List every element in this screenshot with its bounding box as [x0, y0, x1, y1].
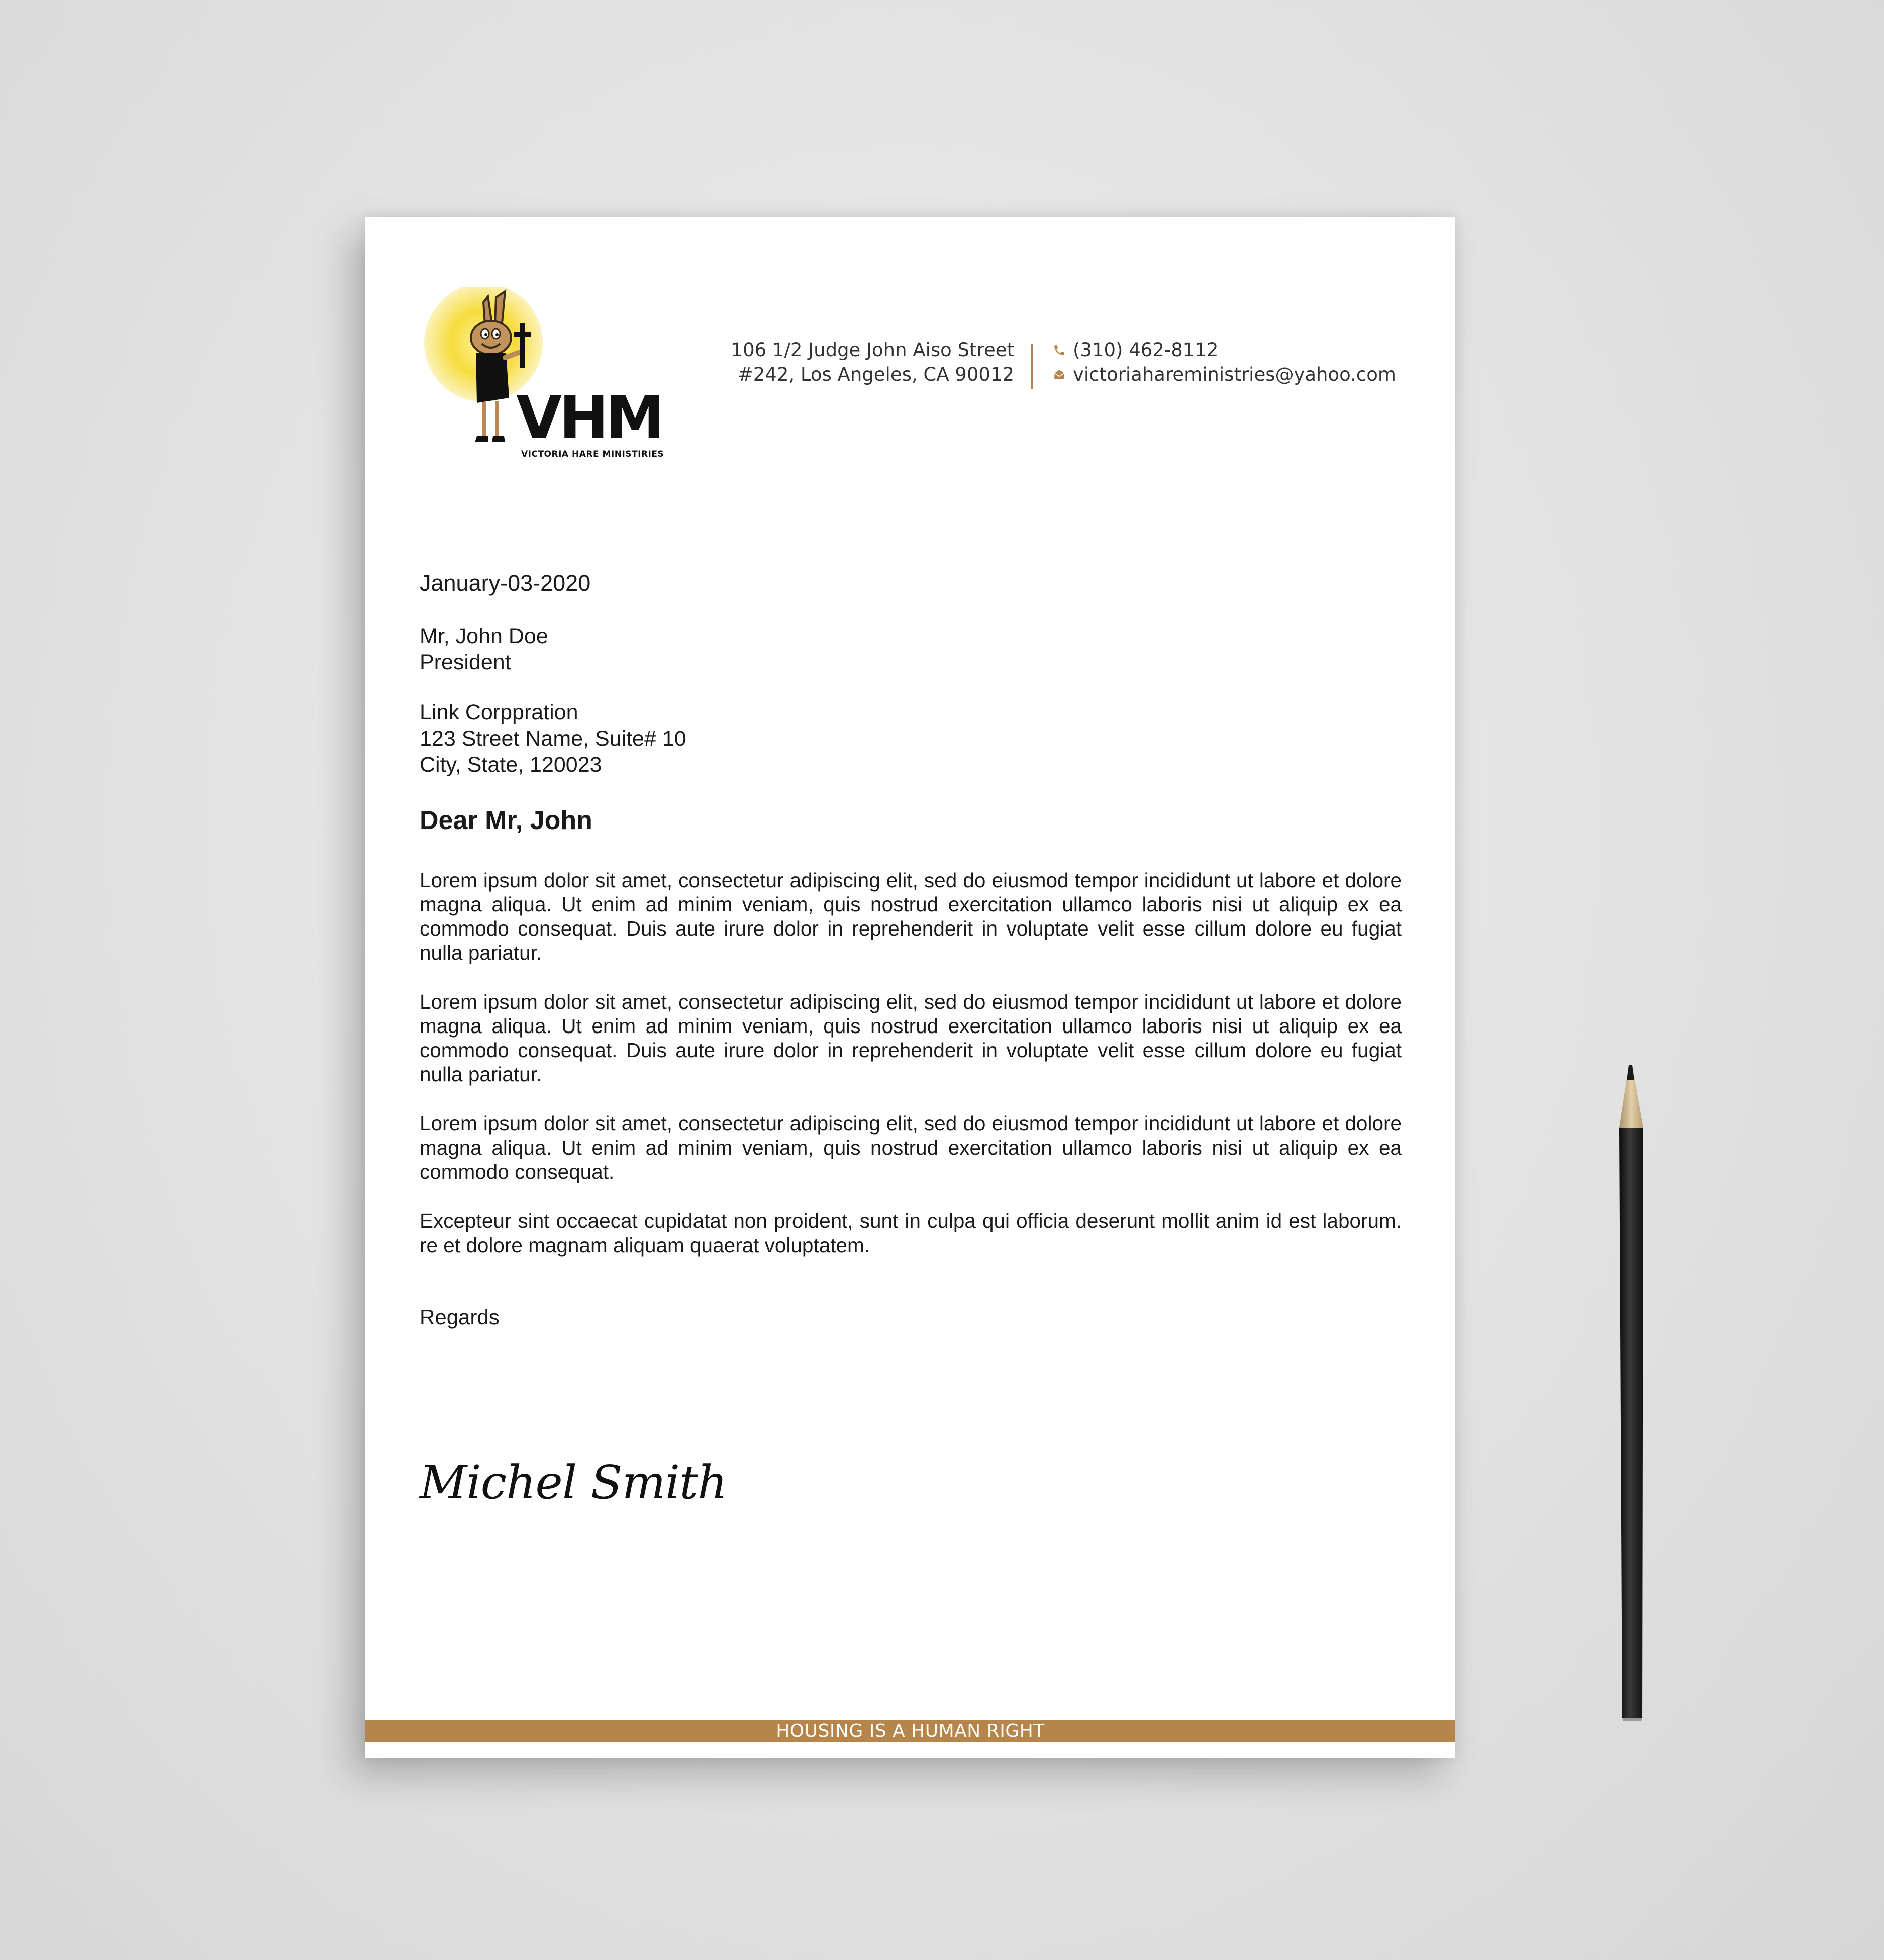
email-address: victoriahareministries@yahoo.com — [1073, 364, 1396, 385]
body-paragraph: Lorem ipsum dolor sit amet, consectetur adipiscing elit, sed do eiusmod tempor incididunt ut labore et dolore magna aliqua. Ut enim ad minim veniam, quis nostrud exercitation ullamco laboris nisi ut aliquip ex ea commodo consequat. Duis aute irure dolor in reprehenderit in voluptate velit esse cillum dolore eu fugiat nulla pariatur. — [420, 990, 1402, 1086]
email-icon — [1053, 368, 1066, 381]
body-paragraph: Lorem ipsum dolor sit amet, consectetur adipiscing elit, sed do eiusmod tempor incididunt ut labore et dolore magna aliqua. Ut enim ad minim veniam, quis nostrud exercitation ullamco laboris nisi ut aliquip ex ea commodo consequat. Duis aute irure dolor in reprehenderit in voluptate velit esse cillum dolore eu fugiat nulla pariatur. — [420, 869, 1402, 964]
footer-tagline: HOUSING IS A HUMAN RIGHT — [776, 1721, 1045, 1741]
company-street: 123 Street Name, Suite# 10 — [420, 727, 686, 751]
letterhead-page — [365, 217, 1455, 1758]
address-line-1: 106 1/2 Judge John Aiso Street — [731, 339, 1014, 361]
recipient-block — [420, 623, 1402, 675]
body-paragraph: Excepteur sint occaecat cupidatat non proident, sunt in culpa qui officia deserunt mollit anim id est laborum. re et dolore magnam aliquam quaerat voluptatem. — [420, 1209, 1402, 1257]
body-paragraph: Lorem ipsum dolor sit amet, consectetur adipiscing elit, sed do eiusmod tempor incididunt ut labore et dolore magna aliqua. Ut enim ad minim veniam, quis nostrud exercitation ullamco laboris nisi ut aliquip ex ea commodo consequat. — [420, 1112, 1402, 1183]
footer-band — [365, 1720, 1455, 1742]
email-line — [1053, 362, 1396, 387]
letter-body — [420, 868, 1402, 1282]
recipient-title: President — [420, 650, 511, 674]
recipient-name: Mr, John Doe — [420, 624, 548, 648]
address-line-2: #242, Los Angeles, CA 90012 — [737, 364, 1014, 385]
phone-line — [1053, 338, 1396, 362]
company-block — [420, 699, 1402, 778]
phone-icon — [1053, 344, 1066, 357]
salutation: Dear Mr, John — [420, 806, 592, 835]
pencil-icon — [1612, 1065, 1647, 1723]
vhm-logo — [421, 287, 664, 459]
header-divider — [1031, 344, 1033, 389]
closing: Regards — [420, 1305, 500, 1329]
logo-subtitle: VICTORIA HARE MINISTIRIES — [521, 449, 664, 459]
logo-letters: VHM — [516, 383, 662, 452]
phone-number: (310) 462-8112 — [1073, 339, 1219, 361]
header-address — [731, 338, 1014, 387]
letter-date: January-03-2020 — [420, 570, 591, 596]
company-city: City, State, 120023 — [420, 753, 602, 777]
header-contact — [1053, 338, 1396, 387]
signature: Michel Smith — [420, 1456, 727, 1509]
company-name: Link Corppration — [420, 700, 578, 725]
